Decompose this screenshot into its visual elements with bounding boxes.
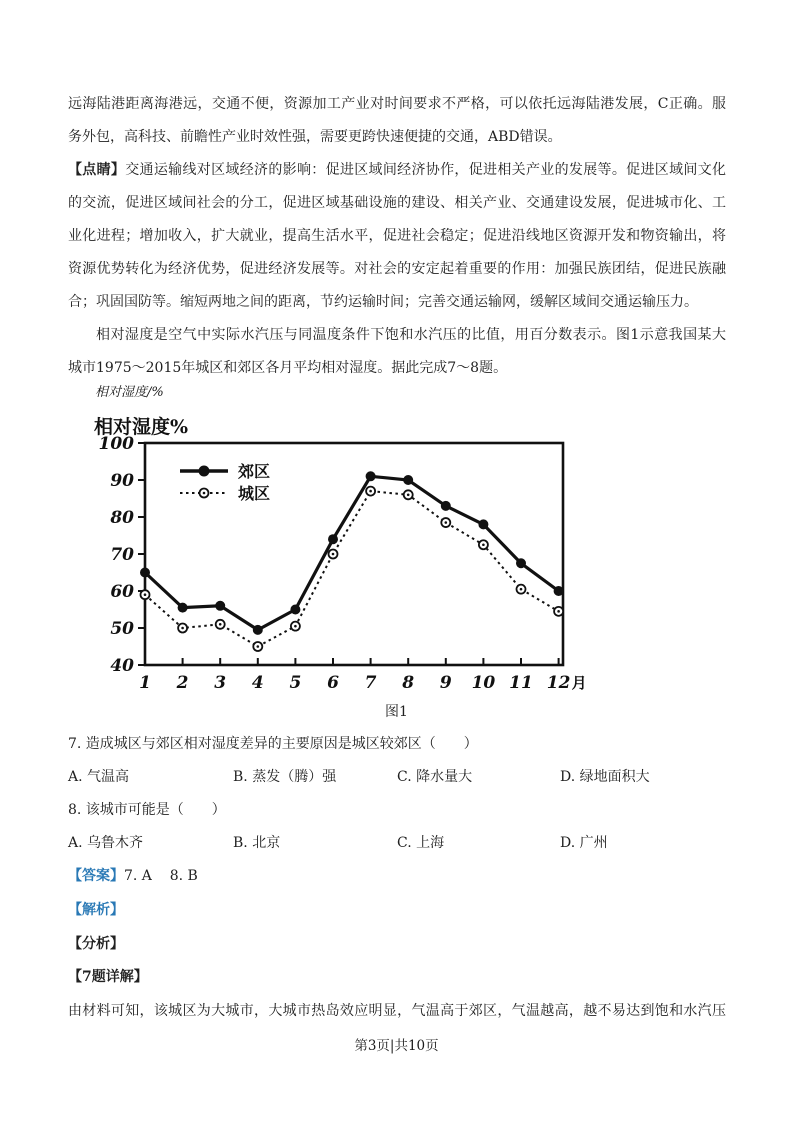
answer-line [68, 860, 726, 893]
dianjing-line-5: 合；巩固国防等。缩短两地之间的距离，节约运输时间；完善交通运输网，缓解区域间交通运输压力。 [68, 294, 698, 310]
figure-axis-label: 相对湿度/% [95, 385, 164, 400]
intro-line-2: 城市1975～2015年城区和郊区各月平均相对湿度。据此完成7～8题。 [68, 360, 508, 376]
svg-text:60: 60 [110, 582, 134, 602]
dianjing-text-1: 交通运输线对区域经济的影响：促进区域间经济协作，促进相关产业的发展等。促进区域间文化 [125, 162, 727, 178]
svg-text:5: 5 [289, 673, 302, 693]
svg-text:80: 80 [110, 508, 134, 528]
svg-text:8: 8 [402, 673, 415, 693]
relative-humidity-line-chart [88, 409, 608, 701]
jiexi-line [68, 894, 726, 927]
detail7-body: 由材料可知，该城区为大城市，大城市热岛效应明显，气温高于郊区，气温越高，越不易达到饱和水汽压 [68, 1003, 726, 1019]
fenxi-label: 【分析】 [68, 936, 124, 952]
svg-text:7: 7 [364, 673, 377, 693]
svg-text:50: 50 [110, 619, 134, 639]
detail7-label: 【7题详解】 [68, 969, 148, 985]
dianjing-label: 【点睛】 [68, 162, 126, 178]
q8-option-b: B. 北京 [233, 835, 281, 851]
dianjing-line-4: 资源优势转化为经济优势，促进经济发展等。对社会的安定起着重要的作用：加强民族团结，促进民族融 [68, 261, 726, 277]
answer-values: 7. A 8. B [124, 868, 198, 884]
svg-text:1: 1 [139, 673, 151, 693]
svg-text:3: 3 [214, 673, 227, 693]
svg-text:100: 100 [98, 434, 134, 454]
dianjing-line-1 [68, 154, 726, 187]
detail7-heading [68, 961, 726, 994]
svg-text:郊区: 郊区 [238, 462, 271, 481]
question-8-stem: 8. 该城市可能是（ ） [68, 802, 226, 818]
svg-text:11: 11 [509, 673, 533, 693]
page-footer: 第3页|共10页 [354, 1038, 439, 1054]
dianjing-line-3: 业化进程；增加收入，扩大就业，提高生活水平，促进社会稳定；促进沿线地区资源开发和物资输出，将 [68, 228, 726, 244]
svg-text:城区: 城区 [238, 484, 271, 503]
svg-text:9: 9 [439, 673, 452, 693]
svg-text:月: 月 [571, 674, 587, 692]
q7-option-a: A. 气温高 [68, 769, 130, 785]
q8-option-c: C. 上海 [397, 835, 445, 851]
answer-label: 【答案】 [68, 868, 124, 884]
svg-text:6: 6 [327, 673, 339, 693]
fenxi-line [68, 928, 726, 961]
svg-text:10: 10 [471, 673, 496, 693]
q7-option-b: B. 蒸发（腾）强 [233, 769, 337, 785]
intro-line-1: 相对湿度是空气中实际水汽压与同温度条件下饱和水汽压的比值，用百分数表示。图1示意我国某大 [96, 327, 726, 343]
svg-text:70: 70 [110, 545, 134, 565]
figure-1-container [88, 409, 608, 701]
svg-text:12: 12 [546, 673, 571, 693]
figure-caption: 图1 [385, 704, 408, 720]
q7-option-d: D. 绿地面积大 [560, 769, 650, 785]
svg-text:相对湿度%: 相对湿度% [94, 416, 189, 438]
question-7-stem: 7. 造成城区与郊区相对湿度差异的主要原因是城区较郊区（ ） [68, 736, 478, 752]
jiexi-label: 【解析】 [68, 902, 124, 918]
q7-option-c: C. 降水量大 [397, 769, 473, 785]
analysis-line-1: 远海陆港距离海港远，交通不便，资源加工产业对时间要求不严格，可以依托远海陆港发展，C正确。服 [68, 96, 726, 112]
svg-text:90: 90 [110, 471, 134, 491]
q8-option-a: A. 乌鲁木齐 [68, 835, 144, 851]
svg-text:2: 2 [176, 673, 189, 693]
svg-text:4: 4 [251, 673, 264, 693]
dianjing-line-2: 的交流，促进区域间社会的分工，促进区域基础设施的建设、相关产业、交通建设发展，促进城市化、工 [68, 195, 726, 211]
svg-text:40: 40 [110, 656, 134, 676]
analysis-line-2: 务外包，高科技、前瞻性产业时效性强，需要更跨快速便捷的交通，ABD错误。 [68, 129, 562, 145]
q8-option-d: D. 广州 [560, 835, 608, 851]
